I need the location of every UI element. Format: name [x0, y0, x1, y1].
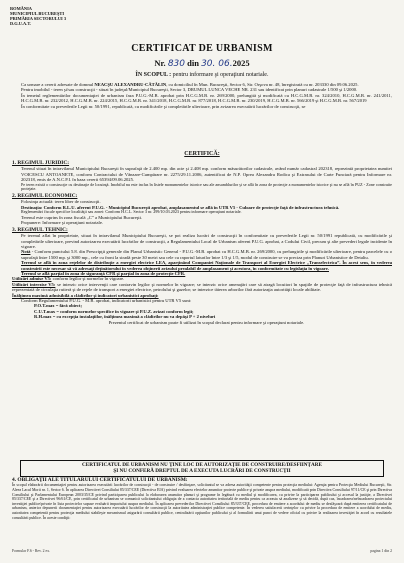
nr-value: 830 — [167, 59, 185, 69]
inaltime-text: Conform Regulamentului P.U.G. - M.B. aprobat, indicatorii urbanistici pentru UTR V5 sunt: — [21, 298, 192, 304]
applicant-name: NEACŞU ALEXANDRU-CĂTĂLIN — [94, 82, 167, 87]
scop-label: ÎN SCOPUL : — [135, 72, 172, 78]
section-title-regim-economic: 2. REGIMUL ECONOMIC: — [12, 193, 78, 200]
document-title: CERTIFICAT DE URBANISM — [131, 43, 273, 54]
regim-economic-line: Folosinţa actuală: teren liber de construcţii. — [21, 199, 101, 205]
intro-paragraph: În temeiul reglementărilor documentaţiei de urbanism faza P.U.G.-M.B. aprobat prin H.C.G.M.B. nr. 269/2000, prelungită şi modificată cu H.C.G.M.B. nr. 324/2010, H.C.G.M.B. nr. 241/2011, H.C.G.M.B. nr. 232/2012, H.C.G.M.B. nr. 224/2015, H.C.G.M.B. nr. 341/2018, H.C.G.M.B. nr. 877/2018, H.C.G.M.B. nr. 230/2019, H.C.G.M.B. nr. 566/2019 şi H.C.G.M.B. nr. 567/2019 — [21, 92, 392, 104]
certifica-heading: CERTIFICĂ: — [184, 151, 220, 157]
scop-utilizare: Prezentul certificat de urbanism poate fi utilizat în scopul declarat pentru informare şi operaţiuni notariale. — [108, 319, 305, 325]
header-line: ROMÂNIA — [10, 6, 32, 11]
scop-value: pentru informare şi operaţiuni notariale. — [172, 72, 269, 78]
regim-economic-line: Reglementări fiscale specifice localităţii sau zonei: Conform H.C.L. Sector 3 nr. 299/10.03.2023 pentru informare operaţiuni notariale. — [21, 209, 242, 215]
page-number: pagina 1 din 2 — [370, 549, 392, 553]
header-line: PRIMĂRIA SECTORULUI 3 — [10, 16, 67, 21]
year: 2025 — [232, 58, 250, 68]
header-line: D.G.U.A.T. — [10, 21, 32, 26]
section-title-regim-juridic: 1. REGIMUL JURIDIC: — [12, 160, 70, 166]
section-title-obligatii: 4. OBLIGAŢII ALE TITULARULUI CERTIFICATULUI DE URBANISM: — [12, 477, 188, 483]
indicator-rh: R.H.max = cu excepţia instalaţiilor, înălţimea maximă a clădirilor nu va depăşi P + 2 niveluri — [34, 314, 216, 320]
warning-box — [20, 460, 384, 477]
regim-economic-line: Propunere: Informare şi operaţiuni notariale. — [21, 220, 104, 226]
regim-tehnic-text: Pe terenul aflat în proprietate, situat în intravilanul Municipiului Bucureşti, se pot realiza lucrări de construcţii în conformitate cu prevederile Legii nr. 50/1991 republicată, cu modificările şi completările ulterioare, prevind autorizarea executării lucrărilor de construcţii, a Regulamentului Local de Urbanism aferent P.U.G. aprobat, a Codului Civil, precum şi alte prevederi legale incidente în vigoare. — [21, 233, 392, 249]
regim-economic-line: Destinaţia: Conform R.L.U. aferent P.U.G. - Municipiul Bucureşti aprobat, amplasamentul se află în UTR V5 - Culoare de protecţie faţă de infrastructura tehnică. — [21, 204, 340, 210]
document-number-line — [0, 58, 404, 69]
inaltime-title: Înălţimea maximă admisibilă a clădirilor şi indicatori urbanistici aprobaţi: — [12, 292, 159, 298]
bullet-lea: Terenul se află în zona reţelelor de distribuţie a energiei electrice LEA, aparţinând Companiei Naţionale de Transport al Energiei Electrice „Transelectrica”. În acest sens, în vederea construirii este necesar să vă adresaţi deţinătorului în vederea obţinerii avizului prealabil de amplasament şi acestora, în conformitate cu legislaţia în vigoare. — [21, 260, 392, 271]
intro-block — [12, 82, 392, 109]
regim-economic-line: Terenul este cuprins în zona fiscală „C” a Municipiului Bucureşti. — [21, 214, 143, 220]
page-footer — [12, 549, 392, 553]
nota-label: Notă — [21, 249, 31, 255]
nota-paragraph: Notă - Conform punctului 5.8. din Prescripţii generale din Planul Urbanistic General - P.U.G.-M.B. aprobat cu H.C.G.M.B. nr. 269/2000, cu prelungirile şi modificările ulterioare, pentru parcelele cu o suprafaţă între 1500 mp. şi 3000 mp., cele cu front la stradă peste 30 metri sau cele cu raportul laturilor între 1/3 şi 1/5, modul de construire se va preciza prin Planuri Urbanistice de Detaliu. — [21, 249, 392, 260]
sections-block — [12, 161, 392, 325]
utilizari-admise: Utilizări admise V5: conform legilor şi normelor în vigoare. — [12, 276, 125, 282]
obligatii-block — [12, 478, 392, 520]
indicator-cut: C.U.T.max = conform normelor specifice în vigoare şi P.U.Z. avizat conform legii; — [34, 308, 194, 314]
intro-paragraph: Ca urmare a cererii adresate de domnul NEACŞU ALEXANDRU-CĂTĂLIN, cu domiciliul în Mun. Bucureşti, Sector 6, Str. Orşova nr. 48, înregistrată cu nr. 203330 din 09.06.2025. — [21, 82, 359, 87]
header-line: MUNICIPIUL BUCUREŞTI — [10, 11, 65, 16]
date-handwritten: 30. 06. — [201, 59, 233, 69]
nr-label: Nr. — [154, 58, 166, 68]
scop-line — [0, 72, 404, 78]
indicator-pot: P.O.T.max = fără obiect; — [34, 303, 83, 309]
obligatii-text: În scopul elaborării documentaţiei pentru autorizarea executării lucrărilor de construcţii - de construire / desfiinţare, solicitantul se va adresa autorităţii competente pentru protecţia mediului: Agenţia pentru Protecţia Mediului Bucureşti, Str. Aleea Lacul Morii nr. 1, Sector 6. În aplicarea Directivei Consiliului 85/337/CEE (Directiva EIA) privind evaluarea efectelor anumitor proiecte publice şi private asupra mediului, modificată prin Directiva Consiliului 97/11/CE şi prin Directiva Consiliului şi Parlamentului European 2003/35/CE privind participarea publicului la elaborarea anumitor planuri şi programe în legătură cu mediul şi modificarea, cu privire la participarea publicului şi accesul la justiţie, a Directivei 85/337/CEE şi a Directivei 96/61/CE, prin certificatul de urbanism se comunică solicitantului obligaţia de a contacta autoritatea teritorială de mediu pentru ca aceasta să analizeze şi să decidă, după caz, încadrarea/neîncadrarea proiectului investiţiei publice/private în lista proiectelor supuse evaluării impactului asupra mediului. În aplicarea prevederilor Directivei Consiliului 85/337/CEE, procedura de emitere a acordului de mediu se desfăşoară după emiterea certificatului de urbanism, anterior depunerii documentaţiei pentru autorizarea executării lucrărilor de construcţii la autoritatea administraţiei publice competente. În vederea satisfacerii cerinţelor cu privire la procedura de emitere a acordului de mediu, autoritatea competentă pentru protecţia mediului stabileşte mecanismul asigurării consultării publice, centralizării opţiunilor publicului şi al formulării unui punct de vedere oficial cu privire la realizarea investiţiei în acord cu rezultatele consultării publice. În aceste condiţii: — [12, 483, 392, 520]
warning-line: ŞI NU CONFERĂ DREPTUL DE A EXECUTA LUCRĂRI DE CONSTRUCŢII — [113, 468, 291, 475]
intro-paragraph: Pentru imobilul - teren şi/sau construcţii - situat în judeţul/Municipiul Bucureşti, Sector 3, DRUMUL LUNCA VECHE NR. 231 sau identificat prin planuri cadastrale 1/500 şi 1/2000. — [21, 87, 358, 93]
din-label: din — [187, 58, 199, 68]
section-title-regim-tehnic: 3. REGIMUL TEHNIC: — [12, 226, 68, 233]
bullet-cfr: Terenul se află parţial în zona de siguranţă CFR şi parţial în zona de protecţie CFR. — [21, 271, 186, 277]
form-code: Formular F.6 - Rev. 2 ex. — [12, 549, 51, 553]
intro-paragraph: În conformitate cu prevederile Legii nr. 50/1991, republicată, cu modificările şi completările ulterioare, prin avizarea executării lucrărilor de construcţii, se — [21, 103, 306, 109]
regim-juridic-note: Pe teren există o construcţie cu destinaţie de locuinţă. Imobilul nu este inclus în listele monumentelor istorice sau ale ansamblurilor şi se află în zona de protecţie a monumentelor istorice şi nu se află în PUZ - Zone construite protejate. — [21, 181, 392, 192]
utilizari-interzise: Utilizări interzise V5: se interzic orice intervenţii care contravin legilor şi normelor în vigoare; se interzic orice amenajări care să atragă locuitori în spaţiile de protecţie faţă de infrastructura tehnică reprezentată de circulaţia rutieră şi de reţele de transport a energiei electrice, petrolului şi gazelor; se interzice tăierea arborilor fără autorizaţia autorităţii locale abilitate. — [12, 281, 393, 293]
issuer-header — [10, 6, 66, 26]
regim-juridic-text: Terenul situat în intravilanul Municipiului Bucureşti în suprafaţă de 2.400 mp. din acte şi 2.408 mp. conform măsurătorilor cadastrale, având număr cadastral 202318, reprezintă proprietatea numitei VOICESCU ANTOANETE, conform Contractului de Vânzare-Cumpărare nr. 2275/29.11.2006, autentificat de N.P. Oprea Alexandru Rodica şi Extrasului de Carte Funciară pentru Informare nr. 202318, emis de A.N.C.P.I. în baza cererii 65394/09.06.2025. — [21, 166, 392, 183]
warning-line: CERTIFICATUL DE URBANISM NU ŢINE LOC DE AUTORIZAŢIE DE CONSTRUIRE/DESFIINŢARE — [82, 462, 322, 468]
